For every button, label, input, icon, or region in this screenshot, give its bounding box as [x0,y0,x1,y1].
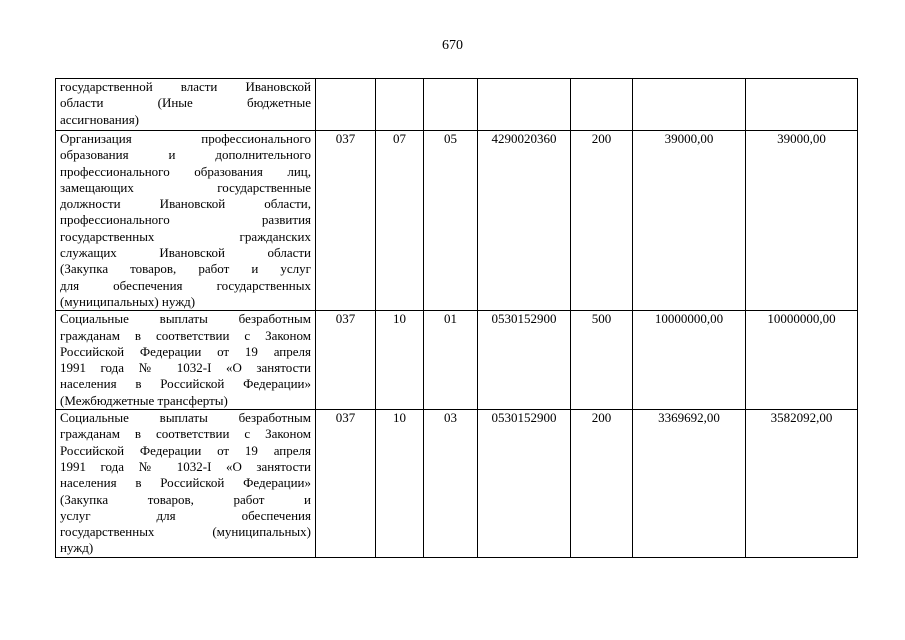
name-line: для обеспечения государственных [60,277,311,293]
expense-type-cell: 200 [571,131,633,311]
name-line: гражданам в соответствии с Законом [60,327,311,343]
name-line: ассигнования) [60,111,140,127]
section-cell: 10 [376,410,424,558]
name-line: Социальные выплаты безработным [60,311,311,327]
subsection-cell: 01 [424,311,478,410]
row-name-cell [56,79,316,131]
expense-type-cell: 200 [571,410,633,558]
section-cell: 07 [376,131,424,311]
name-line: государственных (муниципальных) [60,524,311,540]
name-line: служащих Ивановской области [60,245,311,261]
row-name-cell [56,410,316,558]
name-line: профессионального образования лиц, [60,163,311,179]
table-row [56,410,858,558]
name-line: населения в Российской Федерации» [60,376,311,392]
name-line: (муниципальных) нужд) [60,293,196,309]
name-line: замещающих государственные [60,179,311,195]
row-name-cell [56,311,316,410]
amount-2-cell: 39000,00 [746,131,858,311]
name-line: Российской Федерации от 19 апреля [60,343,311,359]
section-cell: 10 [376,311,424,410]
name-line: Организация профессионального [60,131,311,146]
expense-type-cell [571,79,633,131]
amount-2-cell [746,79,858,131]
target-cell [478,79,571,131]
name-line: Социальные выплаты безработным [60,410,311,426]
expense-type-cell: 500 [571,311,633,410]
row-name-cell [56,131,316,311]
name-line: (Межбюджетные трансферты) [60,392,228,408]
name-line: Российской Федерации от 19 апреля [60,442,311,458]
table-row [56,79,858,131]
name-line: населения в Российской Федерации» [60,475,311,491]
amount-2-cell: 10000000,00 [746,311,858,410]
page-number: 670 [442,38,463,53]
subsection-cell: 05 [424,131,478,311]
name-line: профессионального развития [60,212,311,228]
ministry-cell: 037 [316,311,376,410]
name-line: (Закупка товаров, работ и [60,491,311,507]
amount-1-cell: 39000,00 [633,131,746,311]
subsection-cell [424,79,478,131]
amount-1-cell [633,79,746,131]
target-cell: 0530152900 [478,410,571,558]
name-line: должности Ивановской области, [60,196,311,212]
name-line: государственных гражданских [60,228,311,244]
name-line: государственной власти Ивановской [60,79,311,94]
name-line: нужд) [60,540,94,556]
name-line: 1991 года № 1032-I «О занятости [60,360,311,376]
target-cell: 4290020360 [478,131,571,311]
amount-1-cell: 3369692,00 [633,410,746,558]
name-line: гражданам в соответствии с Законом [60,426,311,442]
name-line: (Закупка товаров, работ и услуг [60,261,311,277]
amount-2-cell: 3582092,00 [746,410,858,558]
name-line: образования и дополнительного [60,147,311,163]
name-line: 1991 года № 1032-I «О занятости [60,458,311,474]
name-line: области (Иные бюджетные [60,95,311,111]
subsection-cell: 03 [424,410,478,558]
target-cell: 0530152900 [478,311,571,410]
table-row [56,311,858,410]
ministry-cell: 037 [316,131,376,311]
amount-1-cell: 10000000,00 [633,311,746,410]
section-cell [376,79,424,131]
table-row [56,131,858,311]
ministry-cell: 037 [316,410,376,558]
budget-table [55,78,858,558]
ministry-cell [316,79,376,131]
name-line: услуг для обеспечения [60,507,311,523]
